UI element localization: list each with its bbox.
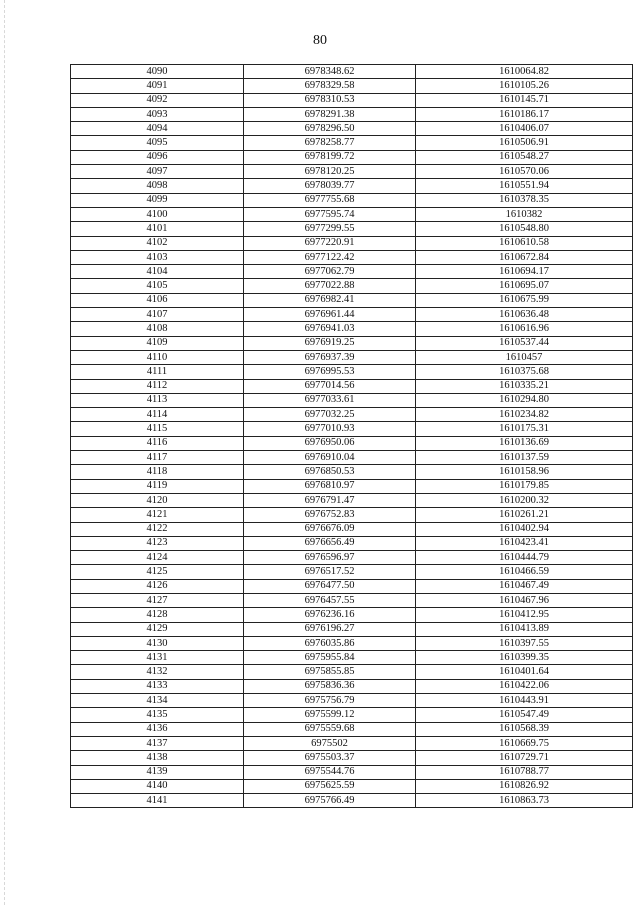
x-coordinate-cell: 6976656.49: [244, 536, 416, 550]
y-coordinate-cell: 1610186.17: [416, 107, 633, 121]
y-coordinate-cell: 1610506.91: [416, 136, 633, 150]
y-coordinate-cell: 1610401.64: [416, 665, 633, 679]
table-row: [71, 136, 633, 150]
point-number-cell: 4116: [71, 436, 244, 450]
x-coordinate-cell: 6978329.58: [244, 79, 416, 93]
y-coordinate-cell: 1610467.96: [416, 593, 633, 607]
x-coordinate-cell: 6975599.12: [244, 708, 416, 722]
x-coordinate-cell: 6976236.16: [244, 608, 416, 622]
y-coordinate-cell: 1610294.80: [416, 393, 633, 407]
table-row: [71, 551, 633, 565]
table-row: [71, 279, 633, 293]
point-number-cell: 4130: [71, 636, 244, 650]
x-coordinate-cell: 6978310.53: [244, 93, 416, 107]
table-row: [71, 65, 633, 79]
point-number-cell: 4103: [71, 250, 244, 264]
y-coordinate-cell: 1610382: [416, 207, 633, 221]
y-coordinate-cell: 1610423.41: [416, 536, 633, 550]
table-row: [71, 322, 633, 336]
point-number-cell: 4117: [71, 451, 244, 465]
binding-margin-line: [4, 0, 5, 905]
y-coordinate-cell: 1610695.07: [416, 279, 633, 293]
table-row: [71, 708, 633, 722]
x-coordinate-cell: 6978120.25: [244, 165, 416, 179]
x-coordinate-cell: 6978291.38: [244, 107, 416, 121]
table-row: [71, 93, 633, 107]
x-coordinate-cell: 6975559.68: [244, 722, 416, 736]
y-coordinate-cell: 1610234.82: [416, 408, 633, 422]
y-coordinate-cell: 1610145.71: [416, 93, 633, 107]
point-number-cell: 4118: [71, 465, 244, 479]
point-number-cell: 4131: [71, 651, 244, 665]
table-row: [71, 722, 633, 736]
table-row: [71, 408, 633, 422]
table-row: [71, 522, 633, 536]
table-row: [71, 393, 633, 407]
table-row: [71, 508, 633, 522]
point-number-cell: 4141: [71, 794, 244, 808]
y-coordinate-cell: 1610616.96: [416, 322, 633, 336]
table-row: [71, 422, 633, 436]
table-row: [71, 150, 633, 164]
x-coordinate-cell: 6975625.59: [244, 779, 416, 793]
x-coordinate-cell: 6975766.49: [244, 794, 416, 808]
point-number-cell: 4124: [71, 551, 244, 565]
point-number-cell: 4138: [71, 751, 244, 765]
point-number-cell: 4106: [71, 293, 244, 307]
table-row: [71, 593, 633, 607]
table-row: [71, 565, 633, 579]
table-row: [71, 293, 633, 307]
y-coordinate-cell: 1610457: [416, 350, 633, 364]
y-coordinate-cell: 1610466.59: [416, 565, 633, 579]
table-row: [71, 779, 633, 793]
y-coordinate-cell: 1610158.96: [416, 465, 633, 479]
table-row: [71, 493, 633, 507]
x-coordinate-cell: 6976517.52: [244, 565, 416, 579]
point-number-cell: 4134: [71, 694, 244, 708]
y-coordinate-cell: 1610413.89: [416, 622, 633, 636]
y-coordinate-cell: 1610406.07: [416, 122, 633, 136]
point-number-cell: 4113: [71, 393, 244, 407]
point-number-cell: 4132: [71, 665, 244, 679]
y-coordinate-cell: 1610467.49: [416, 579, 633, 593]
y-coordinate-cell: 1610064.82: [416, 65, 633, 79]
table-row: [71, 336, 633, 350]
y-coordinate-cell: 1610568.39: [416, 722, 633, 736]
x-coordinate-cell: 6978348.62: [244, 65, 416, 79]
table-row: [71, 608, 633, 622]
point-number-cell: 4123: [71, 536, 244, 550]
y-coordinate-cell: 1610570.06: [416, 165, 633, 179]
point-number-cell: 4108: [71, 322, 244, 336]
x-coordinate-cell: 6977122.42: [244, 250, 416, 264]
y-coordinate-cell: 1610335.21: [416, 379, 633, 393]
point-number-cell: 4126: [71, 579, 244, 593]
y-coordinate-cell: 1610826.92: [416, 779, 633, 793]
y-coordinate-cell: 1610261.21: [416, 508, 633, 522]
x-coordinate-cell: 6978199.72: [244, 150, 416, 164]
table-row: [71, 179, 633, 193]
y-coordinate-cell: 1610788.77: [416, 765, 633, 779]
point-number-cell: 4112: [71, 379, 244, 393]
point-number-cell: 4107: [71, 308, 244, 322]
x-coordinate-cell: 6976457.55: [244, 593, 416, 607]
x-coordinate-cell: 6977032.25: [244, 408, 416, 422]
y-coordinate-cell: 1610402.94: [416, 522, 633, 536]
x-coordinate-cell: 6977033.61: [244, 393, 416, 407]
table-row: [71, 622, 633, 636]
table-row: [71, 308, 633, 322]
x-coordinate-cell: 6976950.06: [244, 436, 416, 450]
y-coordinate-cell: 1610537.44: [416, 336, 633, 350]
table-row: [71, 122, 633, 136]
x-coordinate-cell: 6975855.85: [244, 665, 416, 679]
x-coordinate-cell: 6976850.53: [244, 465, 416, 479]
y-coordinate-cell: 1610636.48: [416, 308, 633, 322]
point-number-cell: 4125: [71, 565, 244, 579]
table-row: [71, 665, 633, 679]
table-row: [71, 465, 633, 479]
y-coordinate-cell: 1610547.49: [416, 708, 633, 722]
point-number-cell: 4098: [71, 179, 244, 193]
x-coordinate-cell: 6976941.03: [244, 322, 416, 336]
y-coordinate-cell: 1610548.80: [416, 222, 633, 236]
y-coordinate-cell: 1610399.35: [416, 651, 633, 665]
point-number-cell: 4104: [71, 265, 244, 279]
point-number-cell: 4122: [71, 522, 244, 536]
point-number-cell: 4136: [71, 722, 244, 736]
x-coordinate-cell: 6976196.27: [244, 622, 416, 636]
point-number-cell: 4105: [71, 279, 244, 293]
x-coordinate-cell: 6977022.88: [244, 279, 416, 293]
point-number-cell: 4102: [71, 236, 244, 250]
point-number-cell: 4095: [71, 136, 244, 150]
x-coordinate-cell: 6977755.68: [244, 193, 416, 207]
x-coordinate-cell: 6976995.53: [244, 365, 416, 379]
point-number-cell: 4115: [71, 422, 244, 436]
page-number: 80: [313, 33, 327, 48]
point-number-cell: 4133: [71, 679, 244, 693]
y-coordinate-cell: 1610412.95: [416, 608, 633, 622]
table-row: [71, 765, 633, 779]
table-row: [71, 379, 633, 393]
table-row: [71, 679, 633, 693]
point-number-cell: 4096: [71, 150, 244, 164]
table-row: [71, 579, 633, 593]
x-coordinate-cell: 6977595.74: [244, 207, 416, 221]
y-coordinate-cell: 1610675.99: [416, 293, 633, 307]
point-number-cell: 4092: [71, 93, 244, 107]
point-number-cell: 4110: [71, 350, 244, 364]
y-coordinate-cell: 1610610.58: [416, 236, 633, 250]
x-coordinate-cell: 6976596.97: [244, 551, 416, 565]
table-row: [71, 222, 633, 236]
x-coordinate-cell: 6975502: [244, 736, 416, 750]
x-coordinate-cell: 6976477.50: [244, 579, 416, 593]
point-number-cell: 4140: [71, 779, 244, 793]
x-coordinate-cell: 6976676.09: [244, 522, 416, 536]
y-coordinate-cell: 1610672.84: [416, 250, 633, 264]
x-coordinate-cell: 6977299.55: [244, 222, 416, 236]
x-coordinate-cell: 6977062.79: [244, 265, 416, 279]
table-row: [71, 250, 633, 264]
y-coordinate-cell: 1610694.17: [416, 265, 633, 279]
x-coordinate-cell: 6976937.39: [244, 350, 416, 364]
x-coordinate-cell: 6976791.47: [244, 493, 416, 507]
point-number-cell: 4094: [71, 122, 244, 136]
x-coordinate-cell: 6975955.84: [244, 651, 416, 665]
table-row: [71, 265, 633, 279]
table-row: [71, 636, 633, 650]
x-coordinate-cell: 6976910.04: [244, 451, 416, 465]
point-number-cell: 4121: [71, 508, 244, 522]
y-coordinate-cell: 1610175.31: [416, 422, 633, 436]
x-coordinate-cell: 6978039.77: [244, 179, 416, 193]
point-number-cell: 4119: [71, 479, 244, 493]
x-coordinate-cell: 6976919.25: [244, 336, 416, 350]
y-coordinate-cell: 1610397.55: [416, 636, 633, 650]
y-coordinate-cell: 1610551.94: [416, 179, 633, 193]
y-coordinate-cell: 1610669.75: [416, 736, 633, 750]
point-number-cell: 4097: [71, 165, 244, 179]
y-coordinate-cell: 1610136.69: [416, 436, 633, 450]
point-number-cell: 4137: [71, 736, 244, 750]
table-row: [71, 193, 633, 207]
x-coordinate-cell: 6978258.77: [244, 136, 416, 150]
y-coordinate-cell: 1610863.73: [416, 794, 633, 808]
table-row: [71, 350, 633, 364]
x-coordinate-cell: 6978296.50: [244, 122, 416, 136]
table-row: [71, 165, 633, 179]
point-number-cell: 4139: [71, 765, 244, 779]
point-number-cell: 4114: [71, 408, 244, 422]
table-row: [71, 651, 633, 665]
point-number-cell: 4109: [71, 336, 244, 350]
x-coordinate-cell: 6975544.76: [244, 765, 416, 779]
point-number-cell: 4128: [71, 608, 244, 622]
table-row: [71, 751, 633, 765]
point-number-cell: 4093: [71, 107, 244, 121]
x-coordinate-cell: 6976982.41: [244, 293, 416, 307]
y-coordinate-cell: 1610548.27: [416, 150, 633, 164]
x-coordinate-cell: 6977220.91: [244, 236, 416, 250]
y-coordinate-cell: 1610444.79: [416, 551, 633, 565]
table-row: [71, 536, 633, 550]
table-row: [71, 694, 633, 708]
table-row: [71, 736, 633, 750]
table-row: [71, 436, 633, 450]
y-coordinate-cell: 1610375.68: [416, 365, 633, 379]
table-row: [71, 207, 633, 221]
table-row: [71, 236, 633, 250]
table-row: [71, 365, 633, 379]
point-number-cell: 4091: [71, 79, 244, 93]
x-coordinate-cell: 6975836.36: [244, 679, 416, 693]
x-coordinate-cell: 6976810.97: [244, 479, 416, 493]
x-coordinate-cell: 6975503.37: [244, 751, 416, 765]
point-number-cell: 4100: [71, 207, 244, 221]
y-coordinate-cell: 1610137.59: [416, 451, 633, 465]
x-coordinate-cell: 6977010.93: [244, 422, 416, 436]
table-row: [71, 451, 633, 465]
point-number-cell: 4090: [71, 65, 244, 79]
y-coordinate-cell: 1610200.32: [416, 493, 633, 507]
point-number-cell: 4101: [71, 222, 244, 236]
coordinates-table-body: [71, 65, 633, 808]
table-row: [71, 107, 633, 121]
x-coordinate-cell: 6975756.79: [244, 694, 416, 708]
point-number-cell: 4111: [71, 365, 244, 379]
y-coordinate-cell: 1610179.85: [416, 479, 633, 493]
point-number-cell: 4099: [71, 193, 244, 207]
point-number-cell: 4135: [71, 708, 244, 722]
point-number-cell: 4120: [71, 493, 244, 507]
point-number-cell: 4127: [71, 593, 244, 607]
y-coordinate-cell: 1610105.26: [416, 79, 633, 93]
y-coordinate-cell: 1610422.06: [416, 679, 633, 693]
y-coordinate-cell: 1610443.91: [416, 694, 633, 708]
table-row: [71, 79, 633, 93]
y-coordinate-cell: 1610729.71: [416, 751, 633, 765]
x-coordinate-cell: 6976961.44: [244, 308, 416, 322]
point-number-cell: 4129: [71, 622, 244, 636]
y-coordinate-cell: 1610378.35: [416, 193, 633, 207]
table-row: [71, 479, 633, 493]
table-row: [71, 794, 633, 808]
coordinates-table: [70, 64, 633, 808]
x-coordinate-cell: 6976752.83: [244, 508, 416, 522]
x-coordinate-cell: 6977014.56: [244, 379, 416, 393]
x-coordinate-cell: 6976035.86: [244, 636, 416, 650]
